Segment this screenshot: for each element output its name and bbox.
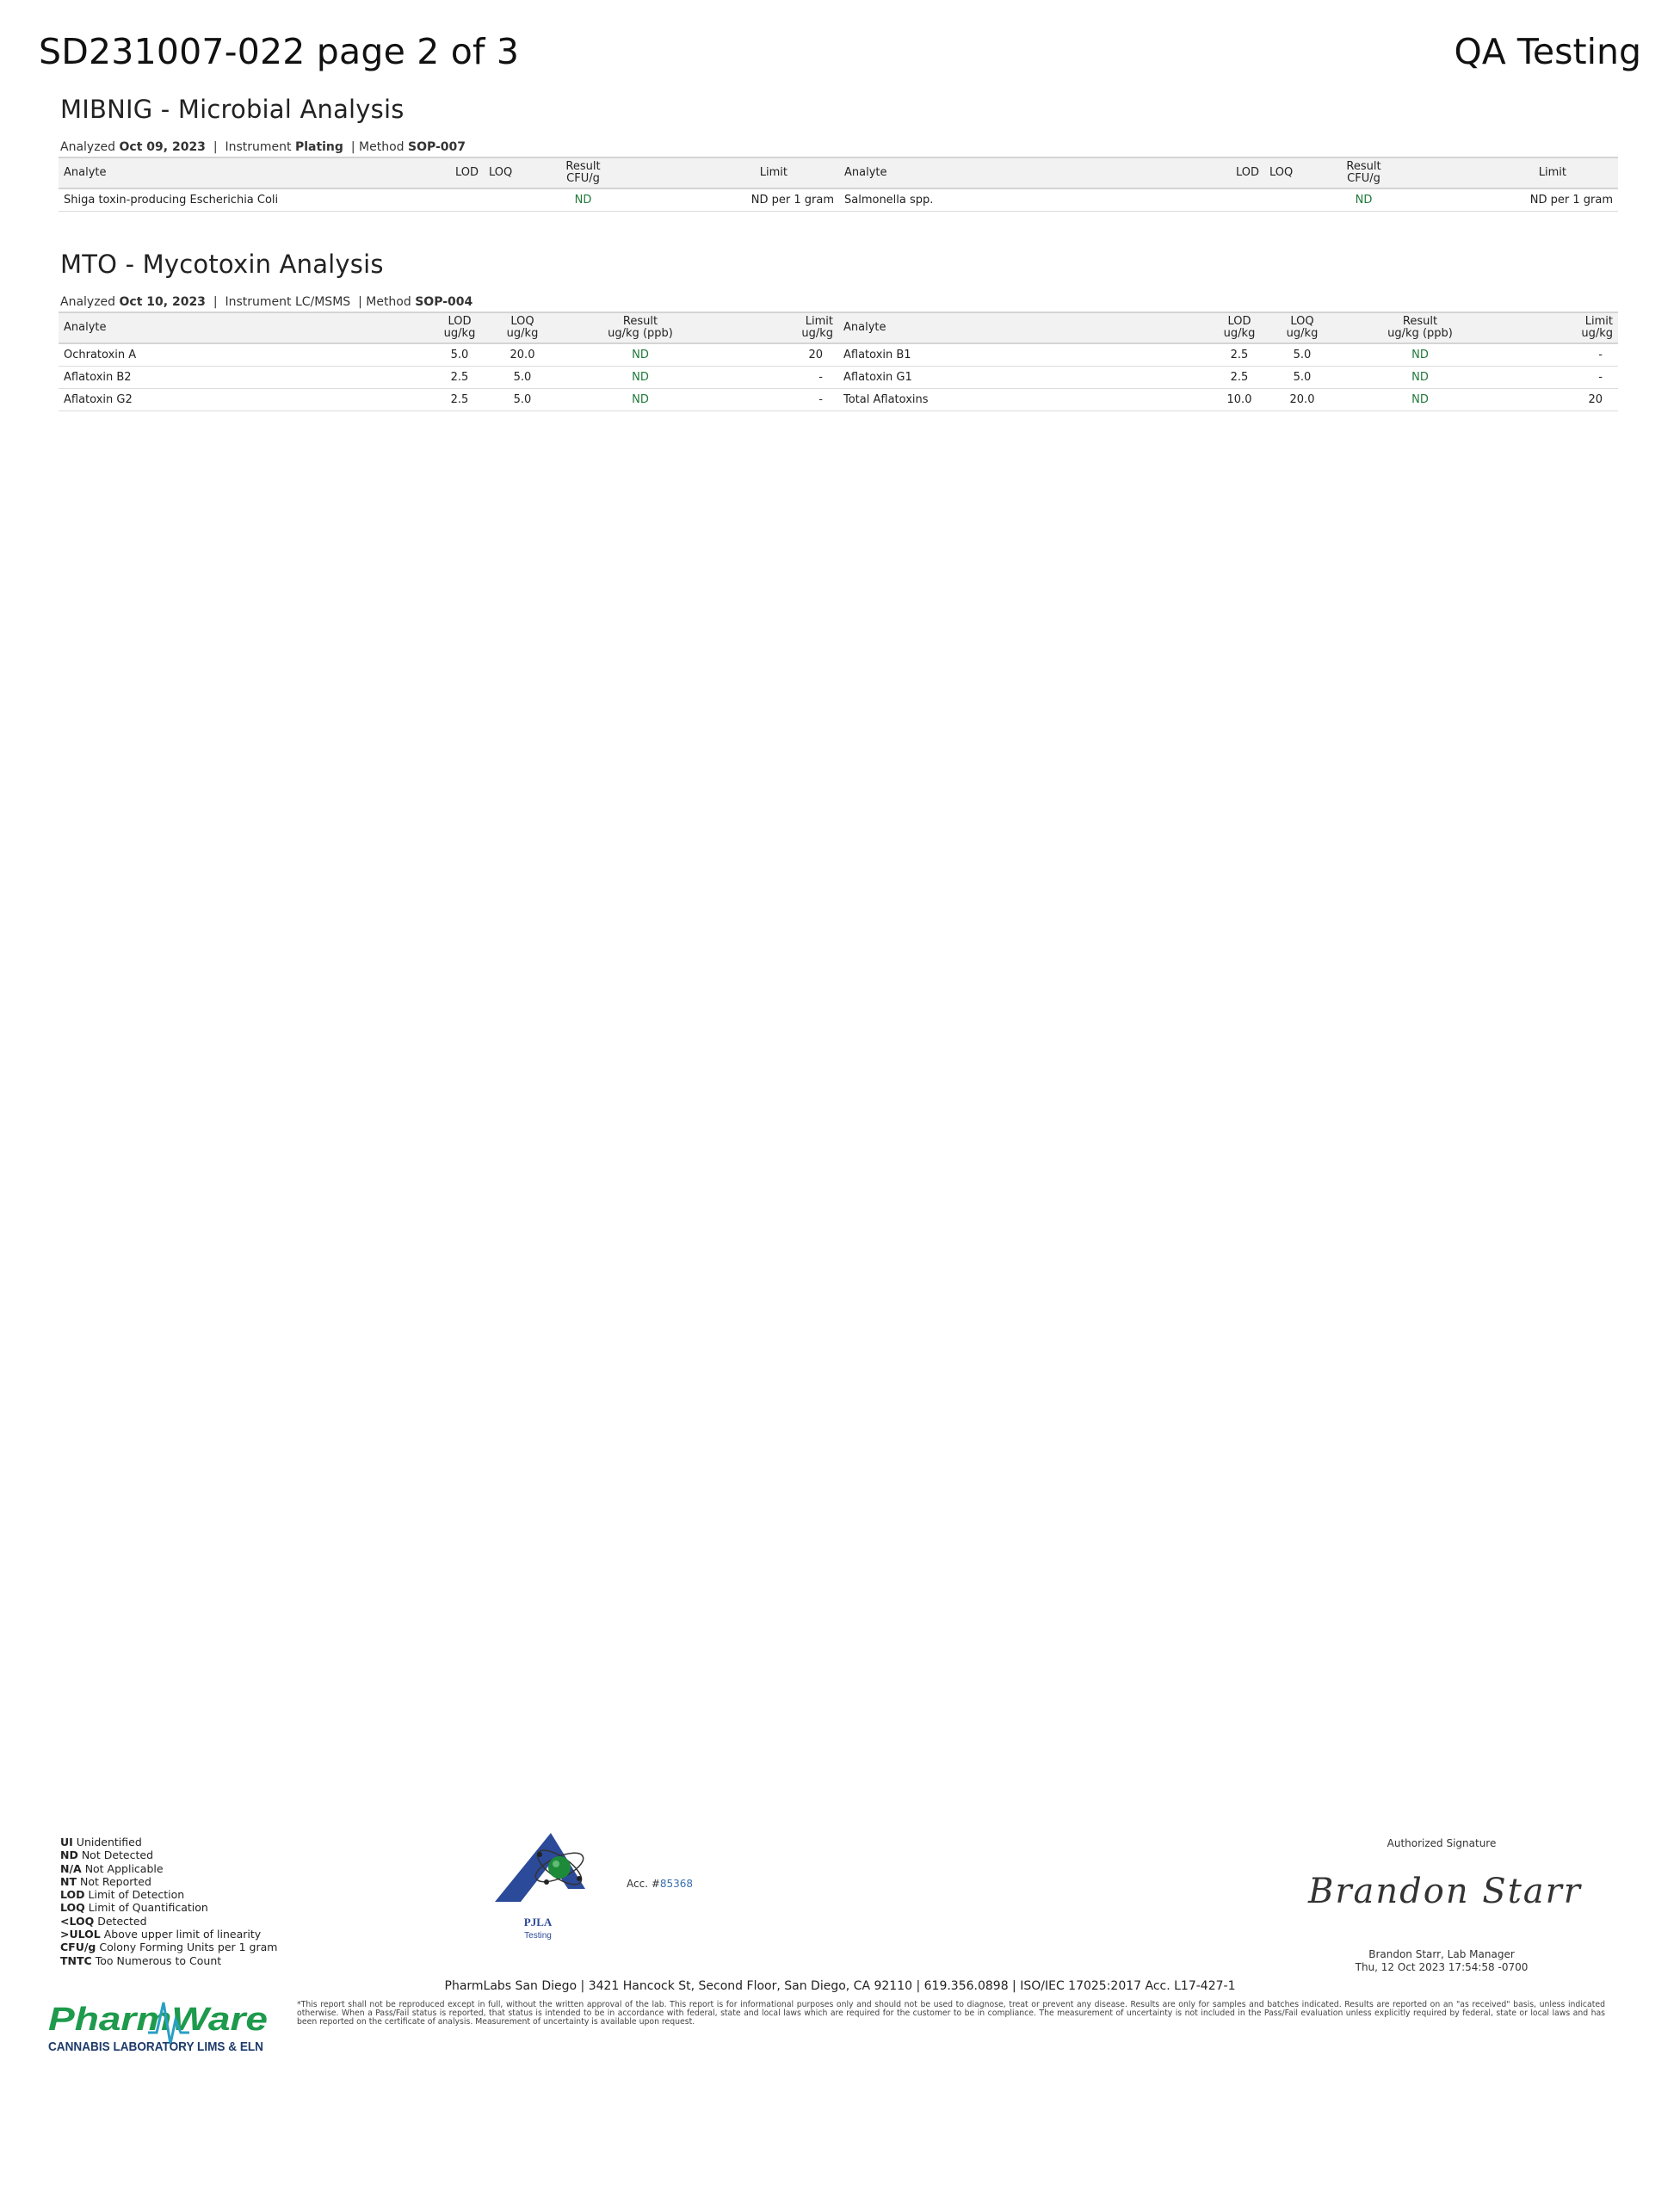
lod-cell: 2.5 bbox=[429, 389, 491, 411]
instrument-value: LC/MSMS bbox=[294, 295, 351, 309]
legend-item: >ULOL Above upper limit of linearity bbox=[60, 1928, 262, 1941]
loq-cell: 5.0 bbox=[1270, 343, 1334, 367]
analyte-cell: Aflatoxin B1 bbox=[838, 343, 1208, 367]
legend-item: ND Not Detected bbox=[60, 1848, 154, 1862]
loq-cell: 5.0 bbox=[491, 367, 554, 389]
method-label: Method bbox=[366, 295, 411, 309]
analyte-cell: Salmonella spp. bbox=[839, 188, 1226, 212]
microbial-table bbox=[59, 157, 1618, 212]
microbial-meta: Analyzed Oct 09, 2023 | Instrument Plating | Method SOP-007 bbox=[60, 140, 466, 154]
col-limit: Limit ug/kg bbox=[726, 312, 838, 343]
svg-text:PharmWare: PharmWare bbox=[48, 2002, 268, 2038]
analyzed-date: Oct 09, 2023 bbox=[119, 140, 206, 154]
legend-item: <LOQ Detected bbox=[60, 1914, 147, 1928]
analyte-cell: Ochratoxin A bbox=[59, 343, 429, 367]
accreditation-number: Acc. #85368 bbox=[627, 1878, 694, 1890]
legend-item: N/A Not Applicable bbox=[60, 1861, 164, 1875]
abbreviation-legend bbox=[60, 1836, 277, 1967]
signatory-name: Brandon Starr, Lab Manager bbox=[1368, 1948, 1515, 1960]
table-row bbox=[59, 343, 1618, 367]
result-cell: ND bbox=[554, 389, 726, 411]
analyte-cell: Aflatoxin G2 bbox=[59, 389, 429, 411]
loq-cell: 5.0 bbox=[491, 389, 554, 411]
table-header-row bbox=[59, 157, 1618, 188]
analyzed-date: Oct 10, 2023 bbox=[119, 295, 206, 309]
col-loq: LOQ bbox=[1264, 157, 1306, 188]
col-analyte: Analyte bbox=[839, 157, 1226, 188]
table-header-row bbox=[59, 312, 1618, 343]
method-value: SOP-004 bbox=[415, 295, 473, 309]
limit-cell: - bbox=[726, 389, 838, 411]
col-lod: LOD bbox=[1226, 157, 1264, 188]
instrument-label: Instrument bbox=[225, 140, 292, 154]
col-loq: LOQ bbox=[484, 157, 525, 188]
col-result: Result ug/kg (ppb) bbox=[1334, 312, 1506, 343]
disclaimer: *This report shall not be reproduced except in full, without the written approval of the lab. This report is for informational purposes only and should not be used to diagnose, treat or prevent any disease. Results are only for samples and batches indicated. Results are reported on an "as received" basis, unless indicated otherwise. When a Pass/Fail status is reported, that status is intended to be in accordance with federal, state and local laws which are required for the customer to be in compliance. The measurement of uncertainty is not included in the Pass/Fail evaluation unless explicitly required by federal, state or local laws and has been reported on the certificate of analysis. Measurement of uncertainty is available upon request. bbox=[297, 2000, 1605, 2027]
instrument-value: Plating bbox=[294, 140, 343, 154]
globe-icon bbox=[548, 1856, 571, 1879]
lab-address: PharmLabs San Diego | 3421 Hancock St, Second Floor, San Diego, CA 92110 | 619.356.0898 | ISO/IEC 17025:2017 Acc. L17-427-1 bbox=[444, 1979, 1236, 1993]
col-lod: LOD ug/kg bbox=[429, 312, 491, 343]
col-result: Result ug/kg (ppb) bbox=[554, 312, 726, 343]
lod-cell bbox=[1226, 188, 1264, 212]
loq-cell: 20.0 bbox=[491, 343, 554, 367]
col-limit: Limit bbox=[641, 157, 839, 188]
loq-cell: 20.0 bbox=[1270, 389, 1334, 411]
loq-cell bbox=[1264, 188, 1306, 212]
result-cell: ND bbox=[554, 343, 726, 367]
analyte-cell: Aflatoxin G1 bbox=[838, 367, 1208, 389]
svg-text:PJLA: PJLA bbox=[523, 1916, 553, 1928]
analyzed-label: Analyzed bbox=[60, 140, 116, 154]
result-cell: ND bbox=[1334, 389, 1506, 411]
legend-item: LOQ Limit of Quantification bbox=[60, 1901, 208, 1915]
lod-cell: 10.0 bbox=[1208, 389, 1270, 411]
col-loq: LOQ ug/kg bbox=[1270, 312, 1334, 343]
analyte-cell: Total Aflatoxins bbox=[838, 389, 1208, 411]
mycotoxin-meta: Analyzed Oct 10, 2023 | Instrument LC/MSMS | Method SOP-004 bbox=[60, 295, 473, 309]
limit-cell: 20 bbox=[726, 343, 838, 367]
mycotoxin-table bbox=[59, 312, 1618, 411]
limit-cell: - bbox=[1506, 343, 1618, 367]
method-value: SOP-007 bbox=[407, 140, 466, 154]
col-lod: LOD ug/kg bbox=[1208, 312, 1270, 343]
limit-cell: ND per 1 gram bbox=[1422, 188, 1618, 212]
loq-cell bbox=[484, 188, 525, 212]
col-result: Result CFU/g bbox=[1306, 157, 1422, 188]
report-id: SD231007-022 page 2 of 3 bbox=[39, 31, 520, 72]
result-cell: ND bbox=[1334, 367, 1506, 389]
pharmware-logo bbox=[45, 1994, 277, 2063]
limit-cell: ND per 1 gram bbox=[641, 188, 839, 212]
instrument-label: Instrument bbox=[225, 295, 292, 309]
svg-text:Testing: Testing bbox=[524, 1931, 552, 1941]
lod-cell: 2.5 bbox=[1208, 343, 1270, 367]
col-analyte: Analyte bbox=[59, 157, 446, 188]
legend-item: CFU/g Colony Forming Units per 1 gram bbox=[60, 1941, 278, 1954]
analyte-cell: Aflatoxin B2 bbox=[59, 367, 429, 389]
svg-text:Brandon Starr: Brandon Starr bbox=[1308, 1872, 1582, 1911]
result-cell: ND bbox=[1334, 343, 1506, 367]
limit-cell: - bbox=[1506, 367, 1618, 389]
col-result: Result CFU/g bbox=[525, 157, 641, 188]
lod-cell bbox=[446, 188, 484, 212]
mycotoxin-title: MTO - Mycotoxin Analysis bbox=[60, 250, 384, 279]
signature-image bbox=[1300, 1861, 1584, 1922]
lod-cell: 2.5 bbox=[1208, 367, 1270, 389]
lod-cell: 5.0 bbox=[429, 343, 491, 367]
col-lod: LOD bbox=[446, 157, 484, 188]
col-loq: LOQ ug/kg bbox=[491, 312, 554, 343]
signatory bbox=[1325, 1948, 1558, 1974]
limit-cell: - bbox=[726, 367, 838, 389]
legend-item: TNTC Too Numerous to Count bbox=[60, 1953, 222, 1967]
signature-label: Authorized Signature bbox=[1387, 1837, 1497, 1849]
legend-item: UI Unidentified bbox=[60, 1836, 142, 1848]
result-cell: ND bbox=[554, 367, 726, 389]
legend-item: LOD Limit of Detection bbox=[60, 1888, 185, 1902]
analyzed-label: Analyzed bbox=[60, 295, 116, 309]
result-cell: ND bbox=[1306, 188, 1422, 212]
result-cell: ND bbox=[525, 188, 641, 212]
analyte-cell: Shiga toxin-producing Escherichia Coli bbox=[59, 188, 446, 212]
table-row bbox=[59, 389, 1618, 411]
microbial-title: MIBNIG - Microbial Analysis bbox=[60, 95, 405, 124]
signature-date: Thu, 12 Oct 2023 17:54:58 -0700 bbox=[1355, 1961, 1529, 1973]
lod-cell: 2.5 bbox=[429, 367, 491, 389]
table-row bbox=[59, 188, 1618, 212]
col-analyte: Analyte bbox=[838, 312, 1208, 343]
col-limit: Limit ug/kg bbox=[1506, 312, 1618, 343]
svg-text:CANNABIS LABORATORY LIMS & ELN: CANNABIS LABORATORY LIMS & ELN bbox=[48, 2039, 263, 2054]
report-brand: QA Testing bbox=[1454, 31, 1641, 72]
legend-item: NT Not Reported bbox=[60, 1874, 151, 1888]
col-limit: Limit bbox=[1422, 157, 1618, 188]
limit-cell: 20 bbox=[1506, 389, 1618, 411]
table-row bbox=[59, 367, 1618, 389]
loq-cell: 5.0 bbox=[1270, 367, 1334, 389]
method-label: Method bbox=[359, 140, 405, 154]
col-analyte: Analyte bbox=[59, 312, 429, 343]
